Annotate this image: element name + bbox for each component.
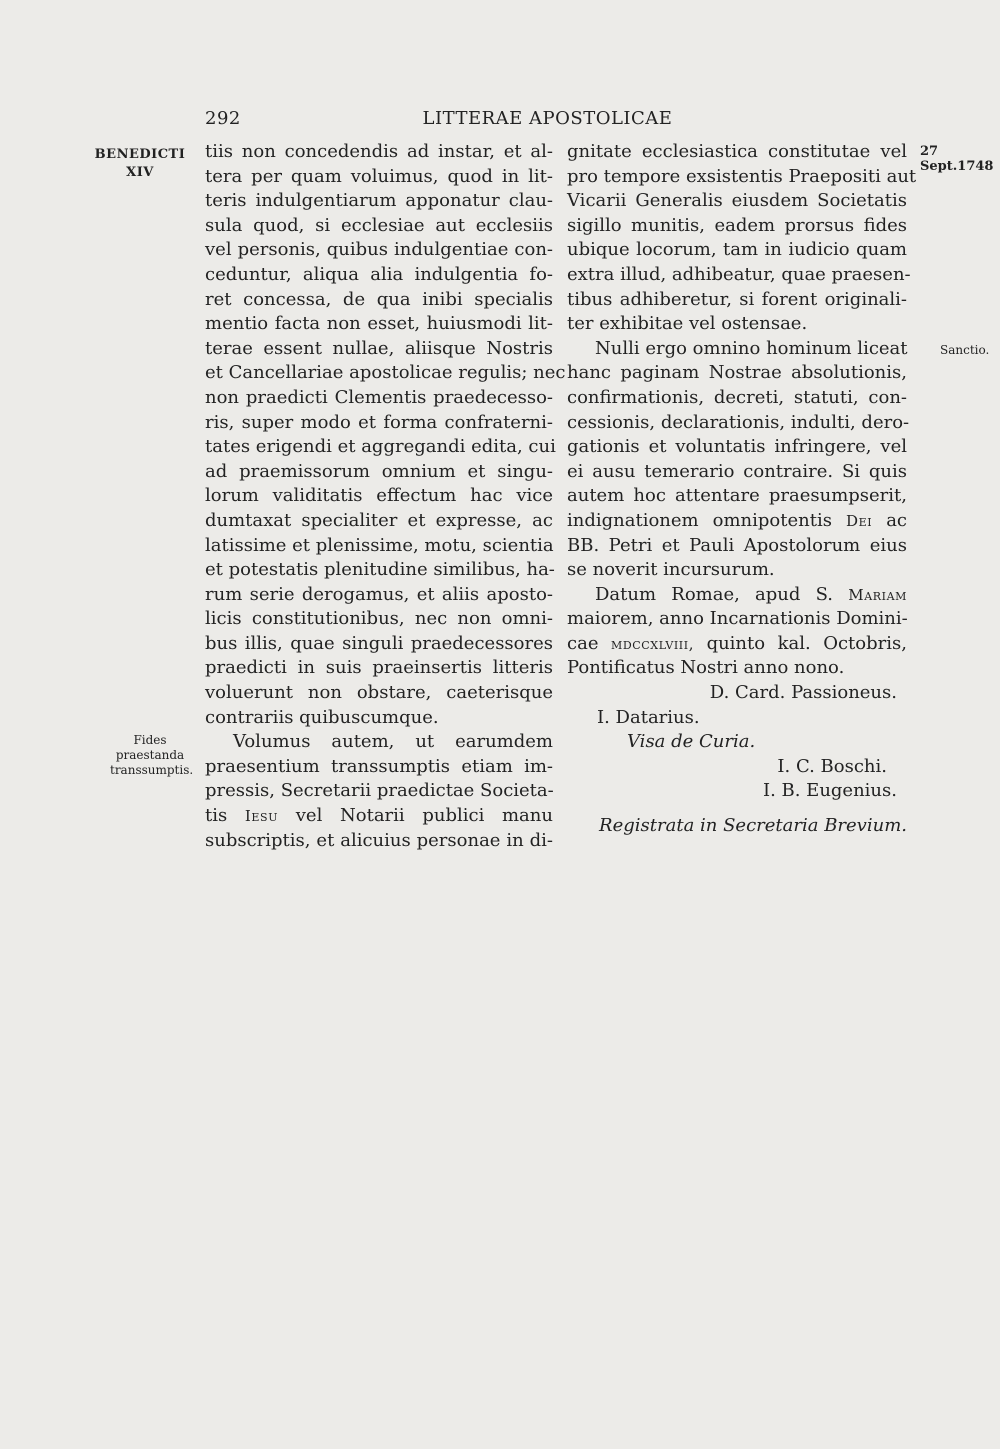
signature-passioneus: D. Card. Passioneus. xyxy=(709,682,897,704)
text-line: dumtaxat specialiter et expresse, ac xyxy=(205,509,553,531)
text-line: hanc paginam Nostrae absolutionis, xyxy=(567,362,907,384)
text-line: BB. Petri et Pauli Apostolorum eius xyxy=(567,534,907,556)
text-line: subscriptis, et alicuius personae in di- xyxy=(205,829,553,851)
margin-author xyxy=(90,146,190,182)
text-line: et potestatis plenitudine similibus, ha- xyxy=(205,559,555,581)
text-line: mentio facta non esset, huiusmodi lit- xyxy=(205,313,553,335)
margin-author-number: XIV xyxy=(126,165,154,180)
text-line: cessionis, declarationis, indulti, dero- xyxy=(567,411,910,433)
text-line: Volumus autem, ut earumdem xyxy=(233,731,553,753)
signature-eugenius: I. B. Eugenius. xyxy=(762,780,897,802)
text-line: tis Iesu vel Notarii publici manu xyxy=(205,805,553,827)
text-line: extra illud, adhibeatur, quae praesen- xyxy=(567,263,911,285)
text-line: se noverit incursurum. xyxy=(567,559,775,581)
text-line: gnitate ecclesiastica constitutae vel xyxy=(567,141,907,162)
right-paragraph-3-end xyxy=(567,656,907,681)
text-line: sula quod, si ecclesiae aut ecclesiis xyxy=(205,214,553,236)
page-number: 292 xyxy=(205,108,241,129)
small-caps-word: Dei xyxy=(845,511,873,530)
right-paragraph-2 xyxy=(567,337,910,509)
margin-note-line: transsumptis. xyxy=(110,763,194,777)
text-line: ris, super modo et forma confraterni- xyxy=(205,411,553,433)
text-line: rum serie derogamus, et aliis aposto- xyxy=(205,583,553,605)
small-caps-word: Mariam xyxy=(848,585,907,604)
text-line: terae essent nullae, aliisque Nostris xyxy=(205,337,553,359)
text-line: indignationem omnipotentis Dei ac xyxy=(567,509,907,531)
text-line: ret concessa, de qua inibi specialis xyxy=(205,288,553,310)
text-line: tera per quam voluimus, quod in lit- xyxy=(205,165,553,187)
text-line: ad praemissorum omnium et singu- xyxy=(205,460,553,482)
text-line: gationis et voluntatis infringere, vel xyxy=(567,436,907,458)
text-line: contrariis quibuscumque. xyxy=(205,706,439,728)
registrata-note: Registrata in Secretaria Brevium. xyxy=(599,815,907,837)
text-line: autem hoc attentare praesumpserit, xyxy=(567,485,907,507)
margin-note-line: praestanda xyxy=(115,748,185,762)
text-line: licis constitutionibus, nec non omni- xyxy=(205,608,553,630)
running-title: LITTERAE APOSTOLICAE xyxy=(422,108,673,129)
right-paragraph-2-end xyxy=(567,534,907,583)
left-paragraph-1 xyxy=(205,140,566,730)
text-line: praedicti in suis praeinsertis litteris xyxy=(205,657,553,679)
text-line: maiorem, anno Incarnationis Domini- xyxy=(567,608,908,630)
text-line: latissime et plenissime, motu, scientia xyxy=(205,534,554,556)
text-line: ceduntur, aliqua alia indulgentia fo- xyxy=(205,263,553,285)
right-paragraph-3 xyxy=(567,607,907,632)
left-paragraph-2-tail xyxy=(205,829,553,854)
text-line: ubique locorum, tam in iudicio quam xyxy=(567,239,907,261)
text-line: cae mdccxlviii, quinto kal. Octobris, xyxy=(567,632,907,654)
text-line: vel personis, quibus indulgentiae con- xyxy=(205,239,553,261)
text-line: tiis non concedendis ad instar, et al- xyxy=(205,141,553,162)
text-line: et Cancellariae apostolicae regulis; nec xyxy=(205,362,566,384)
margin-note-sanctio: Sanctio. xyxy=(940,343,990,357)
small-caps-word: Iesu xyxy=(244,807,279,826)
right-column xyxy=(567,140,917,839)
margin-date: 27 Sept.1748 xyxy=(920,144,994,174)
signature-boschi: I. C. Boschi. xyxy=(777,755,887,777)
signature-datarius: I. Datarius. xyxy=(597,706,700,728)
margin-note-fides xyxy=(110,733,194,778)
text-line: Nulli ergo omnino hominum liceat xyxy=(595,337,908,359)
text-line: Vicarii Generalis eiusdem Societatis xyxy=(567,190,907,212)
margin-note-line: Fides xyxy=(133,733,167,747)
text-line: ei ausu temerario contraire. Si quis xyxy=(567,460,907,482)
text-line: tibus adhiberetur, si forent originali- xyxy=(567,288,907,310)
text-line: lorum validitatis effectum hac vice xyxy=(205,485,553,507)
text-line: confirmationis, decreti, statuti, con- xyxy=(567,386,907,408)
text-line: pro tempore exsistentis Praepositi aut xyxy=(567,165,917,187)
text-line: ter exhibitae vel ostensae. xyxy=(567,313,808,335)
text-line: praesentium transsumptis etiam im- xyxy=(205,755,553,777)
small-caps-year: mdccxlviii, xyxy=(610,634,695,653)
running-header xyxy=(205,108,890,134)
left-paragraph-2 xyxy=(205,730,553,804)
text-line: tates erigendi et aggregandi edita, cui xyxy=(205,436,556,458)
text-line: Pontificatus Nostri anno nono. xyxy=(567,657,845,679)
text-line: bus illis, quae singuli praedecessores xyxy=(205,632,553,654)
text-line: teris indulgentiarum apponatur clau- xyxy=(205,190,553,212)
text-line: Datum Romae, apud S. Mariam xyxy=(595,583,907,605)
text-line: voluerunt non obstare, caeterisque xyxy=(205,682,553,704)
text-line: sigillo munitis, eadem prorsus fides xyxy=(567,214,907,236)
right-paragraph-1 xyxy=(567,140,917,337)
text-line: non praedicti Clementis praedecesso- xyxy=(205,386,553,408)
margin-author-name: BENEDICTI xyxy=(94,147,186,162)
visa-de-curia: Visa de Curia. xyxy=(627,731,756,753)
text-line: pressis, Secretarii praedictae Societa- xyxy=(205,780,554,802)
left-column xyxy=(205,140,566,853)
